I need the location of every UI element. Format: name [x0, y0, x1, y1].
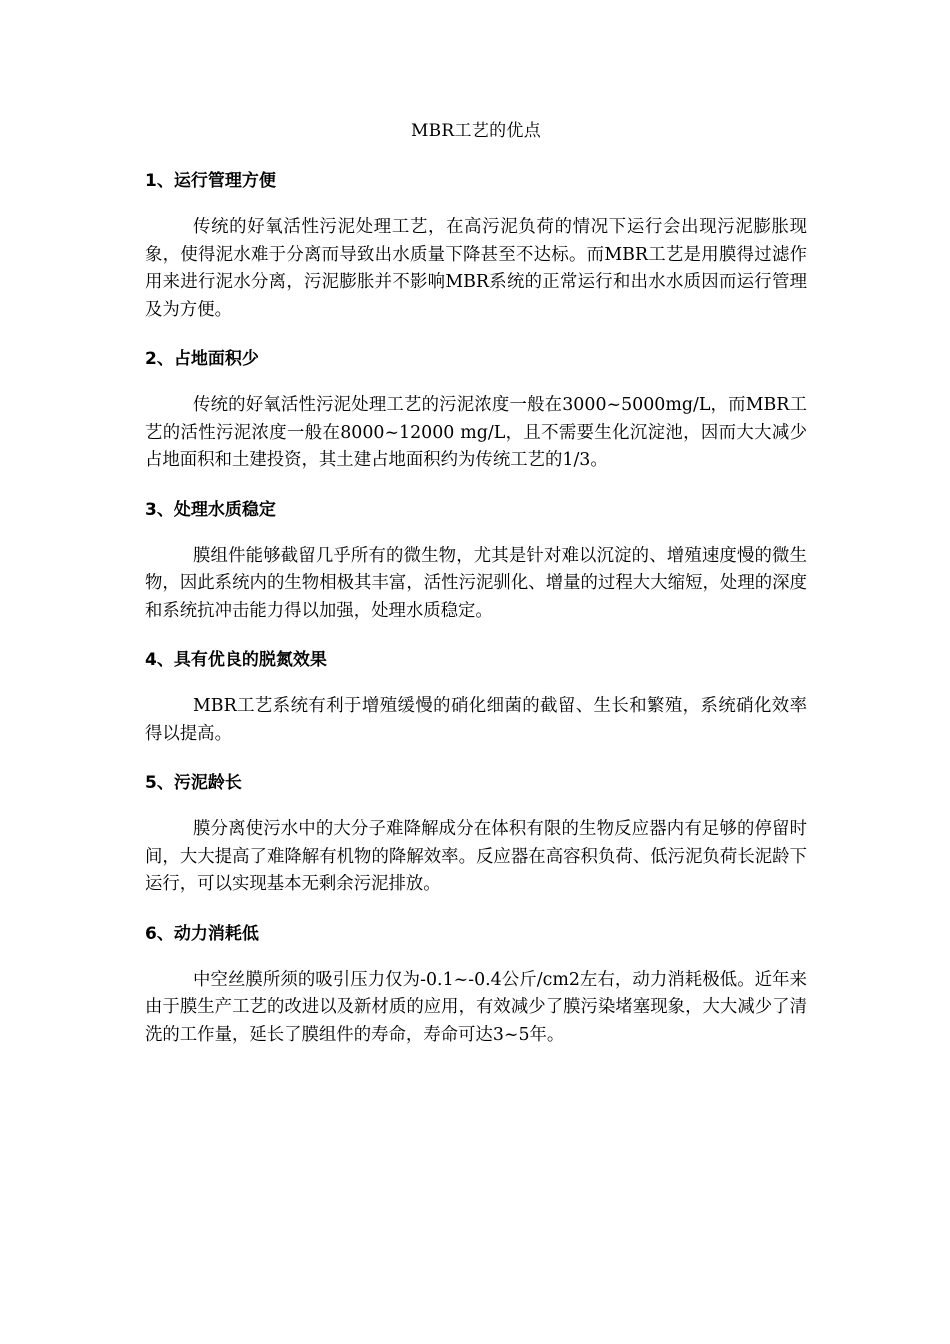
section-6 — [145, 921, 807, 1050]
section-heading: 4、具有优良的脱氮效果 — [145, 650, 327, 670]
section-paragraph: 中空丝膜所须的吸引压力仅为-0.1~-0.4公斤/cm2左右，动力消耗极低。近年来由于膜生产工艺的改进以及新材质的应用，有效减少了膜污染堵塞现象，大大减少了清洗的工作量，延长了膜组件的寿命，寿命可达3~5年。 — [145, 969, 807, 1045]
section-paragraph: 传统的好氧活性污泥处理工艺的污泥浓度一般在3000~5000mg/L，而MBR工艺的活性污泥浓度一般在8000~12000 mg/L，且不需要生化沉淀池，因而大大减少占地面积和土建投资，其土建占地面积约为传统工艺的1/3。 — [145, 395, 807, 470]
section-paragraph: 膜分离使污水中的大分子难降解成分在体积有限的生物反应器内有足够的停留时间，大大提高了难降解有机物的降解效率。反应器在高容积负荷、低污泥负荷长泥龄下运行，可以实现基本无剩余污泥排放。 — [145, 819, 807, 894]
section-4 — [145, 647, 807, 748]
section-1 — [145, 168, 807, 324]
section-heading: 2、占地面积少 — [145, 349, 259, 369]
section-heading: 1、运行管理方便 — [145, 171, 276, 191]
section-paragraph: 传统的好氧活性污泥处理工艺，在高污泥负荷的情况下运行会出现污泥膨胀现象，使得泥水难于分离而导致出水质量下降甚至不达标。而MBR工艺是用膜得过滤作用来进行泥水分离，污泥膨胀并不影响MBR系统的正常运行和出水水质因而运行管理及为方便。 — [145, 217, 807, 320]
document-title: MBR工艺的优点 — [410, 121, 542, 141]
section-heading: 5、污泥龄长 — [145, 773, 242, 793]
section-paragraph: MBR工艺系统有利于增殖缓慢的硝化细菌的截留、生长和繁殖，系统硝化效率得以提高。 — [145, 696, 807, 744]
section-paragraph: 膜组件能够截留几乎所有的微生物，尤其是针对难以沉淀的、增殖速度慢的微生物，因此系统内的生物相极其丰富，活性污泥驯化、增量的过程大大缩短，处理的深度和系统抗冲击能力得以加强，处理水质稳定。 — [145, 545, 807, 621]
document-content — [145, 118, 807, 1071]
section-5 — [145, 770, 807, 899]
section-2 — [145, 346, 807, 475]
section-heading: 3、处理水质稳定 — [145, 499, 276, 520]
section-heading: 6、动力消耗低 — [145, 923, 259, 944]
section-3 — [145, 497, 807, 626]
